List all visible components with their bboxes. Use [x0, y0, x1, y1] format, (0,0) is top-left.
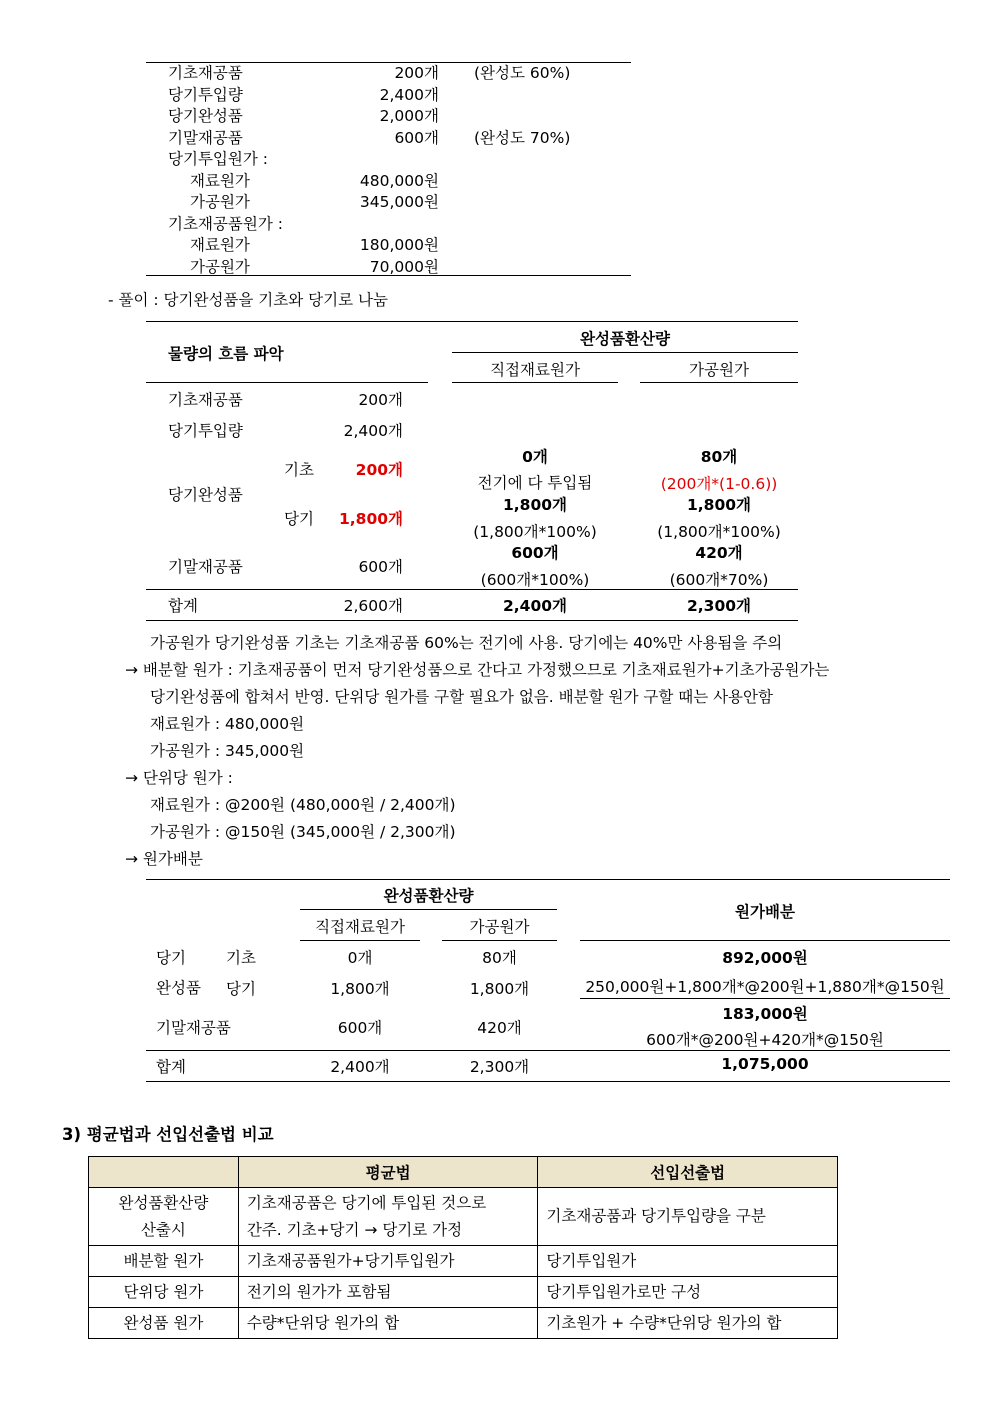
cmp-avg: 수량*단위당 원가의 합	[238, 1308, 538, 1339]
note-4: 재료원가 : 480,000원	[150, 715, 305, 733]
completed-sub-begin: 기초	[284, 461, 314, 479]
given-label: 재료원가	[190, 236, 250, 254]
note-2: → 배분할 원가 : 기초재공품이 먼저 당기완성품으로 간다고 가정했으므로 기초재료원가+기초가공원가는	[125, 661, 830, 679]
total-label: 합계	[168, 597, 198, 615]
alloc-header: 원가배분	[735, 903, 795, 921]
given-label: 가공원가	[190, 257, 250, 276]
comparison-table	[88, 1156, 838, 1339]
end-dm-qty: 600개	[511, 544, 559, 562]
end-conv-qty: 420개	[695, 544, 743, 562]
given-label: 재료원가	[190, 171, 250, 190]
alloc-end-dm: 600개	[337, 1019, 383, 1037]
cmp-avg: 기초재공품원가+당기투입원가	[238, 1246, 538, 1277]
alloc-begin-conv: 80개	[482, 949, 517, 967]
alloc-cur-conv: 1,800개	[469, 980, 530, 998]
solution-intro: - 풀이 : 당기완성품을 기초와 당기로 나눔	[108, 291, 388, 309]
given-label: 기말재공품	[168, 128, 243, 147]
cmp-label: 완성품환산량 산출시	[89, 1188, 239, 1246]
cur-conv-note: (1,800개*100%)	[657, 523, 781, 541]
note-9: → 원가배분	[125, 850, 203, 868]
given-value: 200개	[394, 64, 439, 82]
alloc-total-amount: 1,075,000	[721, 1055, 809, 1073]
total-conv: 2,300개	[686, 597, 751, 615]
given-label: 당기투입원가 :	[168, 150, 268, 168]
alloc-row1-b: 기초	[226, 949, 256, 967]
alloc-end-formula: 600개*@200원+420개*@150원	[646, 1031, 884, 1049]
cmp-avg: 기초재공품은 당기에 투입된 것으로 간주. 기초+당기 → 당기로 가정	[238, 1188, 538, 1246]
row-begin-label: 기초재공품	[168, 391, 243, 409]
alloc-completed-amount: 892,000원	[722, 949, 808, 967]
alloc-conv-header: 가공원가	[469, 918, 530, 936]
completed-sub-begin-qty: 200개	[355, 461, 403, 479]
alloc-row1-a: 당기	[156, 949, 186, 967]
cmp-fifo: 당기투입원가로만 구성	[538, 1277, 838, 1308]
cmp-head-avg: 평균법	[238, 1157, 538, 1188]
note-5: 가공원가 : 345,000원	[150, 742, 305, 760]
completed-sub-current: 당기	[284, 510, 314, 528]
alloc-total-conv: 2,300개	[469, 1058, 530, 1076]
given-value: 600개	[394, 128, 439, 147]
alloc-end-conv: 420개	[477, 1019, 522, 1037]
alloc-end-label: 기말재공품	[156, 1019, 231, 1037]
cmp-fifo: 기초원가 + 수량*단위당 원가의 합	[538, 1308, 838, 1339]
cmp-row	[89, 1246, 838, 1277]
dm-header: 직접재료원가	[490, 361, 580, 379]
alloc-dm-header: 직접재료원가	[315, 918, 405, 936]
equiv-header: 완성품환산량	[580, 330, 670, 348]
cmp-fifo: 당기투입원가	[538, 1246, 838, 1277]
cmp-row	[89, 1308, 838, 1339]
begin-dm-qty: 0개	[522, 448, 548, 466]
alloc-total-dm: 2,400개	[330, 1058, 390, 1076]
note-1: 가공원가 당기완성품 기초는 기초재공품 60%는 전기에 사용. 당기에는 40%만 사용됨을 주의	[150, 634, 783, 652]
total-qty: 2,600개	[343, 597, 403, 615]
note-6: → 단위당 원가 :	[125, 769, 233, 787]
cmp-head-fifo: 선입선출법	[538, 1157, 838, 1188]
row-end-qty: 600개	[358, 558, 403, 576]
section-title: 3) 평균법과 선입선출법 비교	[62, 1125, 274, 1144]
end-conv-note: (600개*70%)	[669, 571, 769, 589]
flow-header: 물량의 흐름 파악	[168, 345, 284, 363]
cmp-label: 배분할 원가	[89, 1246, 239, 1277]
row-input-label: 당기투입량	[168, 422, 243, 440]
cmp-label: 단위당 원가	[89, 1277, 239, 1308]
total-dm: 2,400개	[502, 597, 567, 615]
given-value: 70,000원	[369, 257, 439, 276]
cmp-row	[89, 1277, 838, 1308]
row-end-label: 기말재공품	[168, 558, 243, 576]
given-value: 2,400개	[379, 85, 439, 104]
cur-conv-qty: 1,800개	[686, 496, 751, 514]
given-value: 2,000개	[379, 107, 439, 125]
cmp-label: 완성품 원가	[89, 1308, 239, 1339]
end-dm-note: (600개*100%)	[480, 571, 590, 589]
cmp-fifo: 기초재공품과 당기투입량을 구분	[538, 1188, 838, 1246]
alloc-total-label: 합계	[156, 1058, 186, 1076]
alloc-begin-dm: 0개	[347, 949, 373, 967]
note-3: 당기완성품에 합쳐서 반영. 단위당 원가를 구할 필요가 없음. 배분할 원가 구할 때는 사용안함	[150, 688, 773, 706]
given-note: (완성도 60%)	[474, 64, 571, 82]
cur-dm-qty: 1,800개	[502, 496, 567, 514]
given-note: (완성도 70%)	[474, 128, 571, 147]
cur-dm-note: (1,800개*100%)	[473, 523, 597, 541]
cmp-row	[89, 1188, 838, 1246]
alloc-end-amount: 183,000원	[722, 1005, 808, 1023]
given-label: 기초재공품원가 :	[168, 214, 283, 233]
given-value: 180,000원	[359, 236, 439, 254]
row-completed-label: 당기완성품	[168, 486, 243, 504]
given-value: 480,000원	[359, 171, 439, 190]
given-label: 당기완성품	[168, 107, 243, 125]
cmp-avg: 전기의 원가가 포함됨	[238, 1277, 538, 1308]
alloc-row2-b: 당기	[226, 980, 256, 998]
given-bottom-rule	[146, 275, 631, 276]
given-label: 가공원가	[190, 193, 250, 211]
conv-header: 가공원가	[689, 361, 749, 379]
completed-sub-current-qty: 1,800개	[338, 510, 403, 528]
alloc-equiv-header: 완성품환산량	[383, 887, 474, 905]
row-input-qty: 2,400개	[343, 422, 403, 440]
row-begin-qty: 200개	[358, 391, 403, 409]
begin-conv-qty: 80개	[700, 448, 738, 466]
alloc-row2-a: 완성품	[156, 979, 201, 997]
given-label: 기초재공품	[168, 64, 243, 82]
begin-dm-note: 전기에 다 투입됨	[477, 474, 593, 492]
note-7: 재료원가 : @200원 (480,000원 / 2,400개)	[150, 796, 456, 814]
note-8: 가공원가 : @150원 (345,000원 / 2,300개)	[150, 823, 456, 841]
alloc-completed-formula: 250,000원+1,800개*@200원+1,880개*@150원	[585, 978, 945, 996]
begin-conv-note: (200개*(1-0.6))	[660, 475, 778, 493]
alloc-cur-dm: 1,800개	[330, 980, 390, 998]
given-value: 345,000원	[359, 193, 439, 211]
given-label: 당기투입량	[168, 85, 243, 104]
cmp-corner	[89, 1157, 239, 1188]
